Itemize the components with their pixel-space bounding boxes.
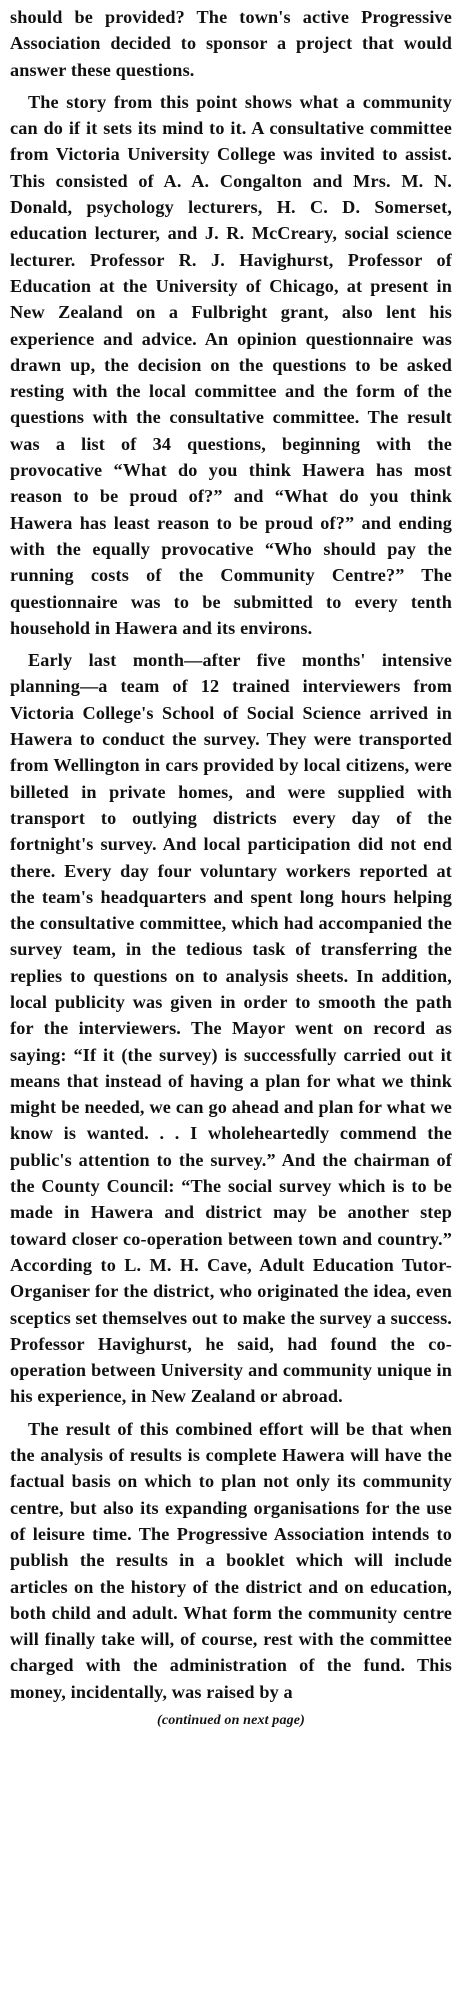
article-paragraph-1: should be provided? The town's active Progressive Association decided to sponsor a project that would answer these questions. [10,7,452,80]
article-paragraph-2: The story from this point shows what a community can do if it sets its mind to it. A consultative committee from Victoria University College was invited to assist. This consisted of A. A. Congalton and Mrs. M. N. Donald, psychology lecturers, H. C. D. Somerset, education lecturer, and J. R. McCreary, social science lecturer. Professor R. J. Havighurst, Professor of Education at the University of Chicago, at present in New Zealand on a Fulbright grant, also lent his experience and advice. An opinion questionnaire was drawn up, the decision on the questions to be asked resting with the local committee and the form of the questions with the consultative committee. The result was a list of 34 questions, beginning with the provocative “What do you think Hawera has most reason to be proud of?” and “What do you think Hawera has least reason to be proud of?” and ending with the equally provocative “Who should pay the running costs of the Community Centre?” The questionnaire was to be submitted to every tenth household in Hawera and its environs. [10,91,452,638]
article-paragraph-4: The result of this combined effort will be that when the analysis of results is complete Hawera will have the factual basis on which to plan not only its community centre, but also its expanding organisations for the use of leisure time. The Progressive Association intends to publish the results in a booklet which will include articles on the history of the district and on education, both child and adult. What form the community centre will finally take will, of course, rest with the committee charged with the administration of the fund. This money, incidentally, was raised by a [10,1418,452,1702]
continued-note: (continued on next page) [157,1713,305,1728]
article-paragraph-3: Early last month—after five months' intensive planning—a team of 12 trained interviewers from Victoria College's School of Social Science arrived in Hawera to conduct the survey. They were transported from Wellington in cars provided by local citizens, were billeted in private homes, and were supplied with transport to outlying districts every day of the fortnight's survey. And local participation did not end there. Every day four voluntary workers reported at the team's headquarters and spent long hours helping the consultative committee, which had accompanied the survey team, in the tedious task of transferring the replies to questions on to analysis sheets. In addition, local publicity was given in order to smooth the path for the interviewers. The Mayor went on record as saying: “If it (the survey) is successfully carried out it means that instead of having a plan for what we think might be needed, we can go ahead and plan for what we know is wanted. . . I wholeheartedly commend the public's attention to the survey.” And the chairman of the County Council: “The social survey which is to be made in Hawera and district may be another step toward closer co-operation between town and country.” According to L. M. H. Cave, Adult Education Tutor-Organiser for the district, who originated the idea, even sceptics set themselves out to make the survey a success. Professor Havighurst, he said, had found the co-operation between University and community unique in his experience, in New Zealand or abroad. [10,650,452,1407]
